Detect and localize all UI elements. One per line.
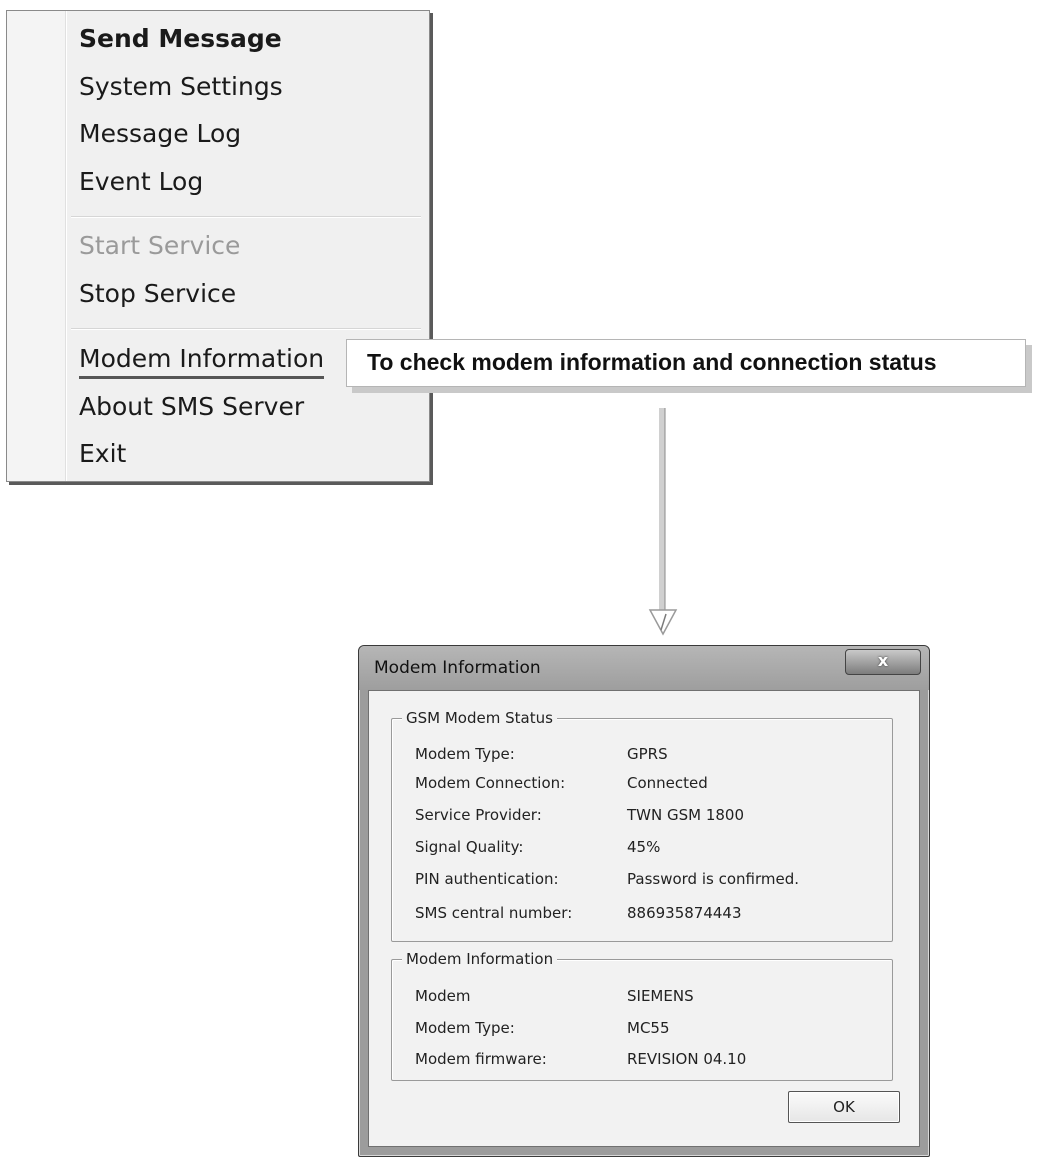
field-label: Modem Type: [415,1019,515,1037]
group-title: Modem Information [402,950,557,968]
modem-information-group [391,950,893,1081]
field-value: TWN GSM 1800 [627,806,745,824]
callout-text: To check modem information and connection status [367,349,937,375]
modem-information-dialog [358,645,930,1157]
menu-item-system-settings[interactable]: System Settings [79,72,283,101]
field-label: Modem [415,987,471,1005]
field-value: MC55 [627,1019,670,1037]
dialog-titlebar[interactable] [359,646,929,690]
menu-icon-gutter [7,11,66,481]
menu-item-about-sms-server[interactable]: About SMS Server [79,392,305,421]
field-label: Signal Quality: [415,838,524,856]
dialog-body [368,690,920,1147]
field-label: Service Provider: [415,806,542,824]
menu-item-exit[interactable]: Exit [79,439,127,468]
close-button[interactable] [845,649,921,675]
dialog-title: Modem Information [374,658,541,678]
close-icon: x [877,651,889,670]
field-value: 45% [627,838,661,856]
menu-item-start-service[interactable]: Start Service [79,231,241,260]
tray-context-menu [6,10,430,482]
menu-item-message-log[interactable]: Message Log [79,119,242,148]
field-value: SIEMENS [627,987,694,1005]
menu-item-event-log[interactable]: Event Log [79,167,204,196]
field-label: SMS central number: [415,904,573,922]
field-value: Connected [627,774,708,792]
field-value: 886935874443 [627,904,742,922]
menu-item-modem-information[interactable]: Modem Information [79,344,324,379]
annotation-callout [346,339,1026,387]
group-title: GSM Modem Status [402,709,557,727]
gsm-modem-status-group [391,709,893,942]
menu-item-stop-service[interactable]: Stop Service [79,279,237,308]
ok-button[interactable]: OK [788,1091,900,1123]
field-label: Modem Type: [415,745,515,763]
field-value: Password is confirmed. [627,870,799,888]
down-arrow-icon [640,408,688,640]
field-label: PIN authentication: [415,870,559,888]
menu-separator [71,216,421,218]
field-value: REVISION 04.10 [627,1050,747,1068]
field-label: Modem firmware: [415,1050,547,1068]
field-label: Modem Connection: [415,774,566,792]
menu-separator [71,328,421,330]
menu-item-send-message[interactable]: Send Message [79,24,282,53]
field-value: GPRS [627,745,668,763]
